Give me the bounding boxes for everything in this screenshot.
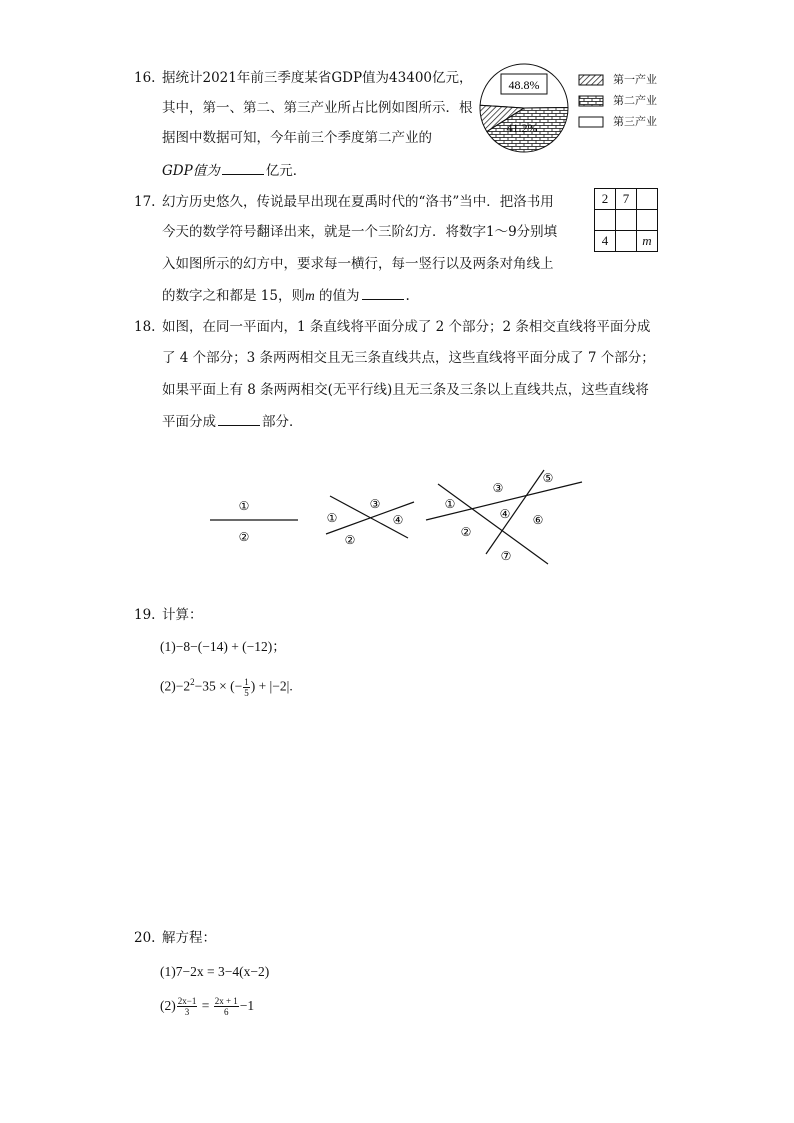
gdp-text: GDP值为 [162,163,220,179]
question-number: 16. [134,70,156,86]
legend-label: 第三产业 [613,115,657,128]
text-segment: ) + |−2|. [250,678,293,694]
region-label: ④ [392,513,404,527]
answer-blank [362,285,404,300]
grid-cell: 4 [595,231,616,252]
fraction [177,996,198,1017]
region-label: ② [238,530,250,544]
text-segment: . [405,288,410,304]
text-segment: (2)−2 [160,678,191,694]
question-text-line: 如果平面上有 8 条两两相交(无平行线)且无三条及三条以上直线共点，这些直线将 [162,382,649,398]
question-text-line: 幻方历史悠久，传说最早出现在夏禹时代的“洛书”当中．把洛书用 [162,194,554,210]
lines-figure [200,462,600,572]
question-text-line: 今天的数学符号翻译出来，就是一个三阶幻方．将数字1～9分别填 [162,224,558,240]
numerator: 2x−1 [177,996,197,1007]
variable-m: m [304,288,315,303]
question-text-line [162,411,303,432]
expression-2 [160,672,293,698]
text-segment: −1 [239,998,255,1013]
question-text-line [162,285,410,306]
question-number: 20. [134,930,156,946]
fraction [214,996,239,1017]
grid-cell [616,210,637,231]
answer-blank [222,160,264,175]
figure-one-line [210,499,298,544]
denominator: 3 [184,1007,190,1018]
question-title: 解方程： [162,930,216,946]
grid-cell [616,231,637,252]
region-label: ① [238,499,250,513]
legend-label: 第一产业 [613,73,657,86]
question-text-line: 如图，在同一平面内，1 条直线将平面分成了 2 个部分；2 条相交直线将平面分成 [162,319,651,335]
region-label: ① [326,511,338,525]
denominator: 5 [244,687,249,698]
region-label: ③ [369,497,381,511]
question-number: 17. [134,194,156,210]
text-segment: 平面分成 [162,414,216,430]
question-text-line: 其中，第一、第二、第三产业所占比例如图所示．根 [162,100,473,116]
region-label: ④ [499,507,511,521]
question-title: 计算： [162,607,203,623]
grid-cell [637,210,658,231]
fraction [243,677,250,698]
text-segment: 的数字之和都是 15，则 [162,288,305,304]
region-label: ⑥ [532,513,544,527]
text-segment: 部分． [262,414,303,430]
pie-label-large: 48.8% [508,78,540,92]
legend-label: 第二产业 [613,94,657,107]
exponent: 2 [190,677,195,687]
question-text-line: 据图中数据可知，今年前三个季度第二产业的 [162,130,432,146]
region-label: ③ [492,481,504,495]
numerator: 1 [244,676,249,687]
grid-cell: 2 [595,189,616,210]
text-segment: = [198,998,213,1013]
figure-three-lines [426,470,582,564]
answer-blank [218,411,260,426]
grid-cell: m [637,231,658,252]
legend-swatch-plain [579,117,603,127]
expression-1: (1)−8−(−14) + (−12)； [160,639,286,654]
region-label: ② [344,533,356,547]
region-label: ⑦ [500,549,512,563]
text-segment: 的值为 [314,288,360,304]
unit-text: 亿元． [265,163,307,179]
question-number: 18. [134,319,156,335]
question-text-line: 据统计2021年前三季度某省GDP值为43400亿元， [162,70,473,86]
text-segment: (2) [160,998,176,1013]
pie-label-small: 41.2% [506,121,538,135]
region-label: ① [444,497,456,511]
equation-1: (1)7−2x = 3−4(x−2) [160,964,270,979]
equation-2 [160,996,254,1017]
legend-swatch-brick [579,96,603,106]
text-segment: −35 × (− [194,678,243,694]
grid-cell: 7 [616,189,637,210]
question-number: 19. [134,607,156,623]
question-text-line [162,160,306,181]
question-text-line: 入如图所示的幻方中，要求每一横行，每一竖行以及两条对角线上 [162,256,554,272]
grid-cell [637,189,658,210]
numerator: 2x + 1 [214,996,238,1007]
legend-swatch-hatch [579,75,603,85]
magic-square [594,188,658,252]
question-text-line: 了 4 个部分；3 条两两相交且无三条直线共点，这些直线将平面分成了 7 个部分； [162,350,655,366]
region-label: ⑤ [542,471,554,485]
denominator: 6 [223,1007,229,1018]
grid-cell [595,210,616,231]
region-label: ② [460,525,472,539]
figure-two-lines [326,496,414,547]
